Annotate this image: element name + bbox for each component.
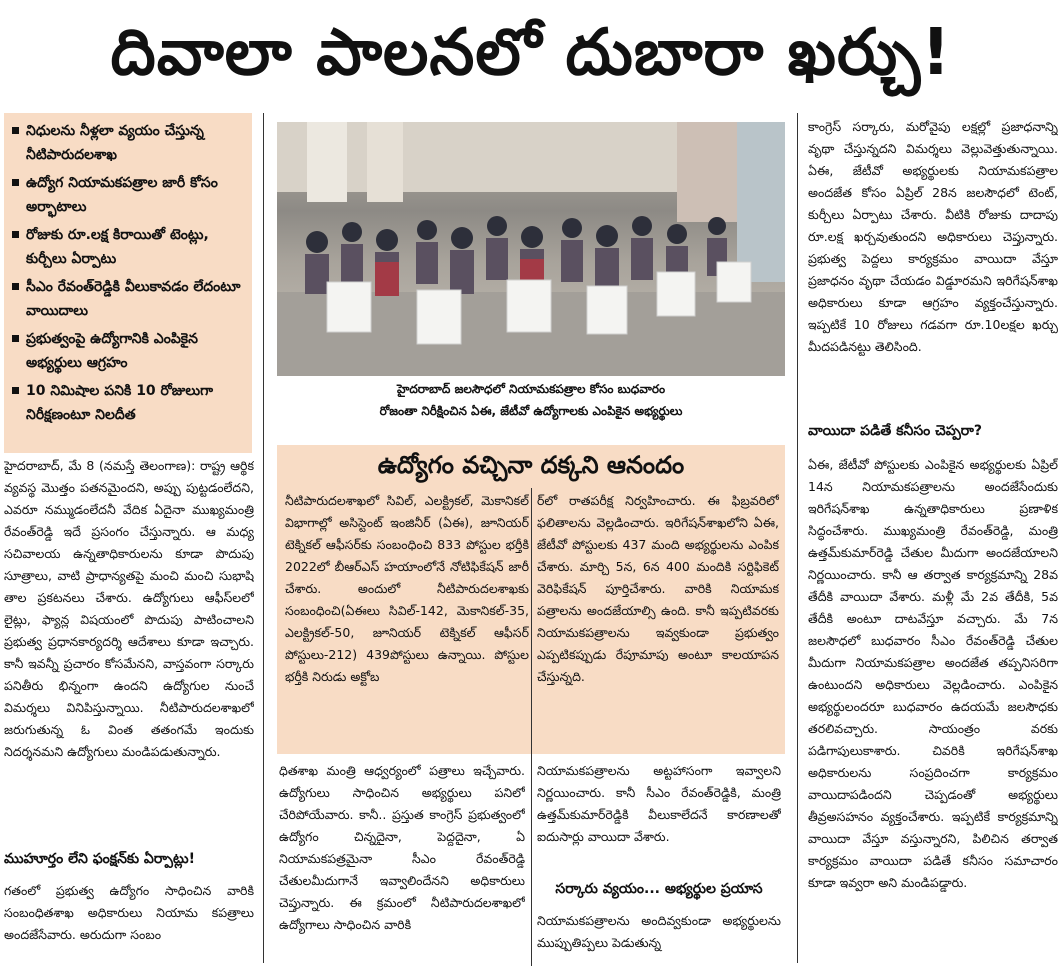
box-column-1: నీటిపారుదలశాఖలో సివిల్, ఎలక్ట్రికల్, మెకానికల్ విభాగాల్లో అసిస్టెంట్ ఇంజినీర్ (ఏఈ), జూనియర్ టెక్నికల్ ఆఫీసర్‌కు సంబంధించి 833 పోస్టుల భర్తీకి 2022లో బీఆర్‌ఎస్ హయాంలోనే నోటిఫికేషన్ జారీ చేశారు. అందులో నీటిపారుదలశాఖకు సంబంధించి(ఏఈలు సివిల్-142, మెకానికల్-35, ఎలక్ట్రికల్-50, జూనియర్ టెక్నికల్ ఆఫీసర్ పోస్టులు-212) 439పోస్టులు ఉన్నాయి. పోస్టుల భర్తీకి నిరుడు అక్టోబ bbox=[285, 493, 529, 684]
square-bullet-icon bbox=[12, 127, 19, 134]
middle-column-2-continued: నియామకపత్రాలను అందివ్వకుండా అభ్యర్థులను ముప్పుతిప్పలు పెడుతున్న bbox=[537, 913, 781, 950]
highlight-item: నిధులను నీళ్లలా వ్యయం చేస్తున్న నీటిపారుదలశాఖ bbox=[12, 119, 244, 167]
highlight-item: 10 నిమిషాల పనికి 10 రోజులుగా నిరీక్షణంటూ నిలదీత bbox=[12, 379, 244, 427]
square-bullet-icon bbox=[12, 335, 19, 342]
square-bullet-icon bbox=[12, 231, 19, 238]
left-column-body-2: గతంలో ప్రభుత్వ ఉద్యోగం సాధించిన వారికి సంబంధితశాఖ అధికారులు నియామ కపత్రాలు అందజేసేవారు. అరుదుగా సంబం bbox=[4, 883, 254, 942]
headline: దివాలా పాలనలో దుబారా ఖర్చు! bbox=[110, 16, 952, 90]
column-divider bbox=[263, 113, 264, 963]
highlight-item: రోజుకు రూ.లక్ష కిరాయితో టెంట్లు, కుర్చీలు ఏర్పాటు bbox=[12, 223, 244, 271]
photo-illustration bbox=[277, 122, 785, 376]
right-subhead: వాయిదా పడితే కనీసం చెప్పరా? bbox=[808, 423, 983, 439]
highlight-item: సీఎం రేవంత్‌రెడ్డికి వీలుకావడం లేదంటూ వాయిదాలు bbox=[12, 275, 244, 323]
highlights-box bbox=[4, 113, 252, 453]
middle-subhead: సర్కారు వ్యయం... అభ్యర్థుల ప్రయాస bbox=[555, 881, 763, 897]
news-photo bbox=[277, 122, 785, 376]
square-bullet-icon bbox=[12, 179, 19, 186]
left-subhead: ముహూర్తం లేని ఫంక్షన్‌కు ఏర్పాట్లు! bbox=[4, 851, 195, 867]
photo-caption: హైదరాబాద్ జలసౌధలో నియామకపత్రాల కోసం బుధవారం రోజంతా నిరీక్షించిన ఏఈ, జేటీవో ఉద్యోగాలకు ఎంపికైన అభ్యర్థులు bbox=[379, 382, 683, 418]
right-column-body-2: ఏఈ, జేటీవో పోస్టులకు ఎంపికైన అభ్యర్థులకు ఏప్రిల్ 14న నియామకపత్రాలను అందజేసేందుకు ఇరిగేషన్‌శాఖ ఉన్నతాధికారులు ప్రణాళిక సిద్ధంచేశారు. ముఖ్యమంత్రి రేవంత్‌రెడ్డి, మంత్రి ఉత్తమ్‌కుమార్‌రెడ్డి చేతుల మీదుగా అందజేయాలని నిర్ణయించారు. కానీ ఆ తర్వాత కార్యక్రమాన్ని 28వ తేదీకి వాయిదా వేశారు. మళ్లీ మే 2వ తేదీకి, 5వ తేదీకి అంటూ దాటవేస్తూ వచ్చారు. మే 7న జలసౌధలో బుధవారం సీఎం రేవంత్‌రెడ్డి చేతుల మీదుగా నియామకపత్రాల అందజేత తప్పనిసరిగా ఉంటుందని అధికారులు వెల్లడించారు. ఎంపికైన అభ్యర్థులందరూ బుధవారం ఉదయమే జలసౌధకు తరలివచ్చారు. సాయంత్రం వరకు పడిగాపులుకాశారు. చివరికి ఇరిగేషన్‌శాఖ అధికారులను సంప్రదించగా కార్యక్రమం వాయిదాపడిందని చెప్పడంతో అభ్యర్థులు తీవ్రఅసహనం వ్యక్తంచేశారు. ఇప్పటికే కార్యక్రమాన్ని వాయిదా వేస్తూ వస్తున్నారని, పిలిచిన తర్వాత కార్యక్రమం వాయిదా పడితే కనీసం సమాచారం కూడా ఇవ్వరా అని మండిపడ్డారు. bbox=[808, 457, 1058, 890]
box-column-2: ర్‌లో రాతపరీక్ష నిర్వహించారు. ఈ ఫిబ్రవరిలో ఫలితాలను వెల్లడించారు. ఇరిగేషన్‌శాఖలోని ఏఈ, జేటీవో పోస్టులకు 437 మంది అభ్యర్థులను ఎంపిక చేశారు. మార్చి 5న, 6న 400 మందికి సర్టిఫికెట్ వెరిఫికేషన్ పూర్తిచేశారు. వారికి నియామక పత్రాలను అందజేయాల్సి ఉంది. కానీ ఇప్పటివరకు నియామకపత్రాలను ఇవ్వకుండా ప్రభుత్వం ఎప్పటికప్పుడు రేపూమాపు అంటూ కాలయాపన చేస్తున్నది. bbox=[537, 493, 779, 684]
highlight-item: ప్రభుత్వంపై ఉద్యోగానికి ఎంపికైన అభ్యర్థులు ఆగ్రహం bbox=[12, 327, 244, 375]
square-bullet-icon bbox=[12, 387, 19, 394]
highlight-item: ఉద్యోగ నియామకపత్రాల జారీ కోసం అర్భాటాలు bbox=[12, 171, 244, 219]
column-divider bbox=[531, 488, 532, 966]
right-column-body: కాంగ్రెస్ సర్కారు, మరోవైపు లక్షల్లో ప్రజాధనాన్ని వృథా చేస్తున్నదని విమర్శలు వెల్లువెత్తుతున్నాయి. ఏఈ, జేటీవో అభ్యర్థులకు నియామకపత్రాల అందజేత కోసం ఏప్రిల్ 28న జలసౌధలో టెంట్, కుర్చీలు ఏర్పాటు చేశారు. వీటికి రోజుకు దాదాపు రూ.లక్ష ఖర్చవుతుందని అధికారులు చెప్తున్నారు. ప్రభుత్వ పెద్దలు కార్యక్రమం వాయిదా వేస్తూ ప్రజాధనం వృథా చేయడం విడ్డూరమని ఇరిగేషన్‌శాఖ అధికారులు కూడా ఆగ్రహం వ్యక్తంచేస్తున్నారు. ఇప్పటికే 10 రోజులు గడవగా రూ.10లక్షల ఖర్చు మీదపడినట్టు తెలిసింది. bbox=[808, 119, 1058, 354]
middle-column-2: నియామకపత్రాలను అట్టహాసంగా ఇవ్వాలని నిర్ణయించారు. కానీ సీఎం రేవంత్‌రెడ్డికి, మంత్రి ఉత్తమ్‌కుమార్‌రెడ్డికి వీలుకాలేదనే కారణాలతో ఐదుసార్లు వాయిదా వేశారు. bbox=[537, 763, 781, 844]
left-column-body: హైదరాబాద్, మే 8 (నమస్తే తెలంగాణ): రాష్ట్ర ఆర్థిక వ్యవస్థ మొత్తం పతనమైందని, అప్పు పుట్టడంలేదని, ఎవరూ నమ్ముడంలేదనీ వేదిక ఏదైనా ముఖ్యమంత్రి రేవంత్‌రెడ్డి ఇదే ప్రసంగం చేస్తున్నారు. ఆ మధ్య సచివాలయ ఉన్నతాధికారులను కూడా పొదుపు సూత్రాలు, వాటి ప్రాధాన్యతపై మంచి మంచి సుభాషి తాల ప్రకటనలు చేశారు. ఉద్యోగులు ఆఫీస్‌లలో లైట్లు, ఫ్యాన్ల విషయంలో పొదుపు పాటించాలని ప్రభుత్వ ప్రధానకార్యదర్శి ఆదేశాలు కూడా ఇచ్చారు. కానీ ఇవన్నీ ప్రచారం కోసమేనని, వాస్తవంగా సర్కారు పనితీరు భిన్నంగా ఉందని ఉద్యోగుల నుంచే విమర్శలు వినిపిస్తున్నాయి. నీటిపారుదలశాఖలో జరుగుతున్న ఓ వింత తతంగమే ఇందుకు నిదర్శనమని ఉద్యోగులు మండిపడుతున్నారు. bbox=[4, 458, 254, 759]
middle-column-1: ధితశాఖ మంత్రి ఆధ్వర్యంలో పత్రాలు ఇచ్చేవారు. ఉద్యోగులు సాధించిన అభ్యర్థులు పనిలో చేరిపోయేవారు. కానీ.. ప్రస్తుత కాంగ్రెస్ ప్రభుత్వంలో ఉద్యోగం చిన్నదైనా, పెద్దదైనా, ఏ నియామకపత్రమైనా సీఎం రేవంత్‌రెడ్డి చేతులమీదుగానే ఇవ్వాలిందేనని అధికారులు చెప్తున్నారు. ఈ క్రమంలో నీటిపారుదలశాఖలో ఉద్యోగాలు సాధించిన వారికి bbox=[279, 763, 525, 932]
column-divider bbox=[797, 113, 798, 963]
box-title: ఉద్యోగం వచ్చినా దక్కని ఆనందం bbox=[277, 445, 785, 485]
square-bullet-icon bbox=[12, 283, 19, 290]
